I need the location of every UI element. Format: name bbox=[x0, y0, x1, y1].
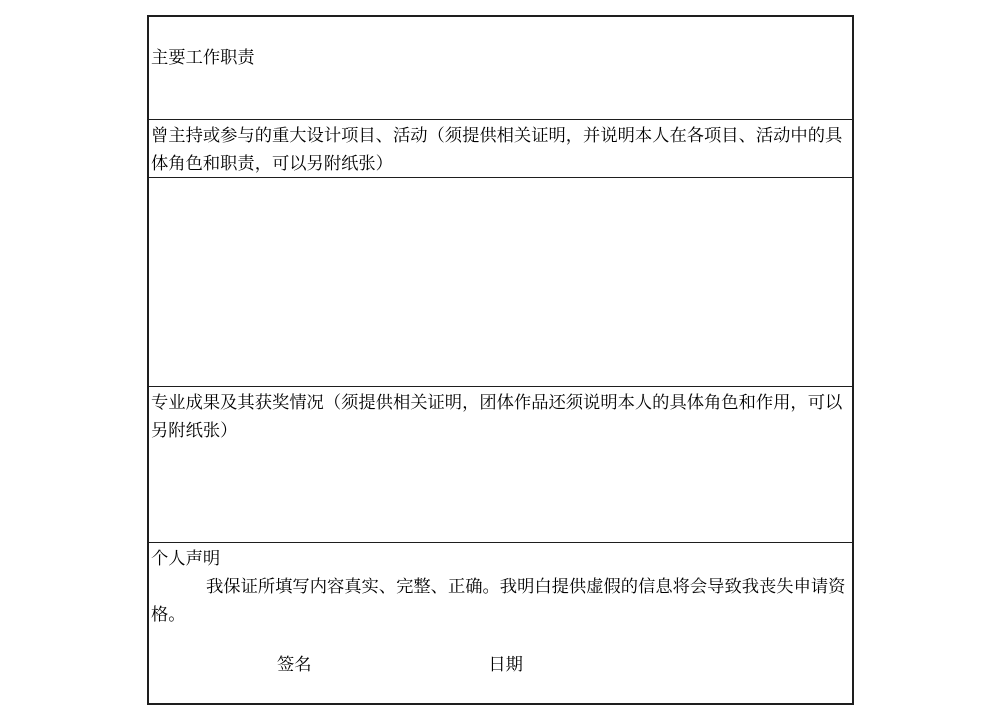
declaration-title: 个人声明 bbox=[151, 548, 221, 568]
projects-label: 曾主持或参与的重大设计项目、活动（须提供相关证明，并说明本人在各项目、活动中的具体角色和职责，可以另附纸张） bbox=[151, 125, 843, 173]
application-form-table bbox=[147, 15, 854, 705]
section-projects-label bbox=[149, 119, 852, 177]
section-declaration bbox=[149, 542, 852, 703]
declaration-body: 我保证所填写内容真实、完整、正确。我明白提供虚假的信息将会导致我丧失申请资格。 bbox=[151, 576, 846, 624]
achievements-label: 专业成果及其获奖情况（须提供相关证明，团体作品还须说明本人的具体角色和作用，可以另附纸张） bbox=[151, 392, 843, 440]
section-achievements[interactable] bbox=[149, 386, 852, 542]
projects-fill-area[interactable] bbox=[149, 177, 852, 386]
signature-date-line bbox=[149, 650, 852, 678]
date-label[interactable]: 日期 bbox=[488, 654, 523, 674]
section-main-duties[interactable] bbox=[149, 17, 852, 119]
main-duties-label: 主要工作职责 bbox=[151, 47, 255, 67]
signature-label[interactable]: 签名 bbox=[277, 654, 312, 674]
